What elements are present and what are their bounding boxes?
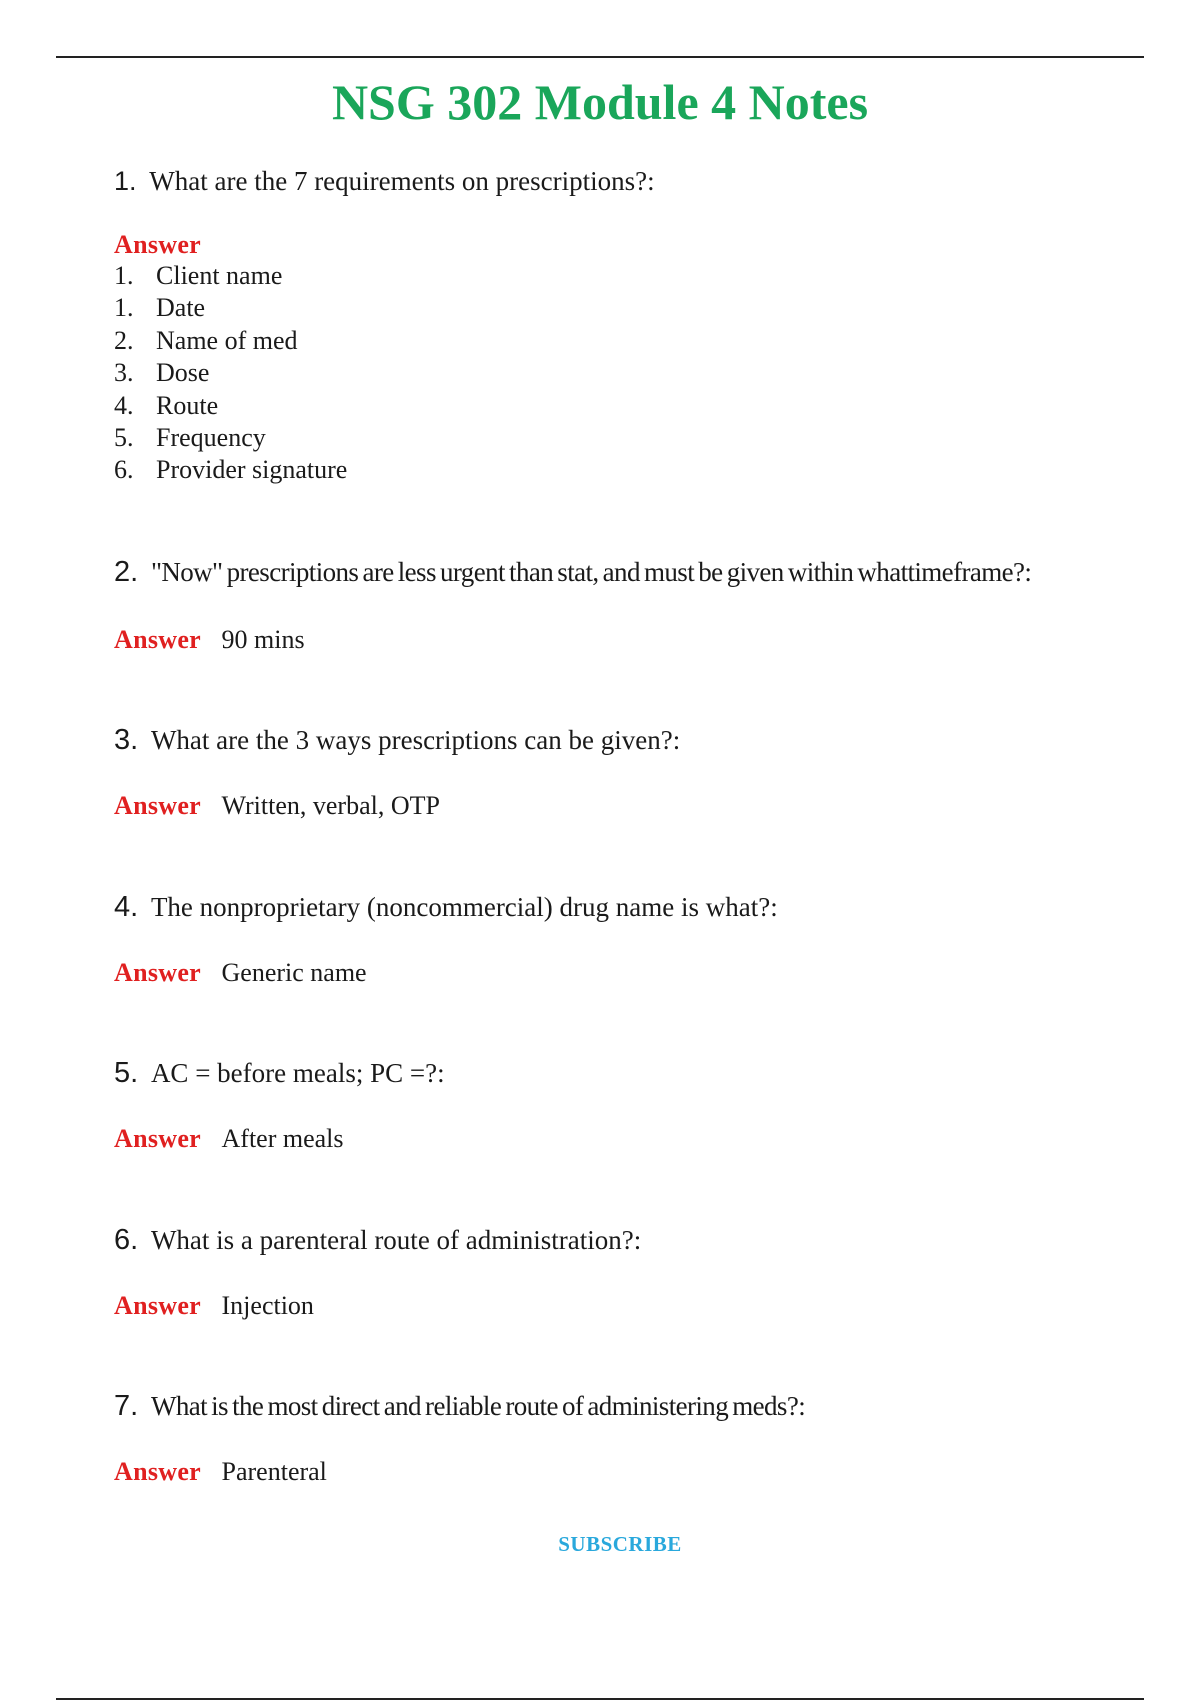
list-item: 6. Provider signature [114, 455, 348, 485]
answer-label: Answer [114, 958, 202, 987]
answer-label: Answer [114, 625, 202, 654]
answer-7 [114, 1456, 327, 1488]
question-7 [114, 1389, 805, 1423]
question-text: "Now" prescriptions are less urgent than stat, and must be given within whattimeframe?: [150, 557, 1032, 587]
answer-value: 90 mins [221, 625, 305, 654]
question-number: 5. [114, 1057, 139, 1089]
list-item: 1. Date [114, 293, 206, 323]
question-text: What is the most direct and reliable route of administering meds?: [150, 1391, 806, 1421]
answer-value: Parenteral [221, 1457, 327, 1486]
answer-2 [114, 624, 305, 656]
question-text: AC = before meals; PC =?: [150, 1058, 445, 1088]
list-item: 2. Name of med [114, 325, 298, 355]
answer-value: After meals [221, 1124, 344, 1153]
answer-value: Generic name [221, 958, 367, 987]
question-2 [114, 555, 1031, 589]
question-number: 7. [114, 1390, 139, 1422]
question-text: What are the 7 requirements on prescriptions?: [149, 166, 655, 196]
question-number: 3. [114, 724, 139, 756]
list-item: 1. Client name [114, 261, 283, 290]
answer-label: Answer [114, 1124, 202, 1153]
answer-3 [114, 790, 440, 822]
answer-value: Injection [221, 1291, 314, 1320]
question-1 [114, 164, 655, 198]
top-rule [56, 56, 1144, 58]
question-number: 4. [114, 891, 139, 923]
document-title: NSG 302 Module 4 Notes [331, 74, 869, 130]
question-5 [114, 1056, 445, 1090]
question-3 [114, 723, 680, 757]
list-item: 4. Route [114, 390, 219, 420]
answer-1-label-row [114, 229, 201, 261]
answer-label: Answer [114, 1457, 202, 1486]
question-text: The nonproprietary (noncommercial) drug name is what?: [150, 892, 778, 922]
question-text: What are the 3 ways prescriptions can be given?: [150, 725, 681, 755]
question-number: 2. [114, 556, 139, 588]
answer-5 [114, 1123, 344, 1155]
answer-label: Answer [114, 791, 202, 820]
question-4 [114, 890, 778, 924]
question-number: 1. [114, 166, 137, 196]
question-text: What is a parenteral route of administration?: [150, 1225, 642, 1255]
answer-6 [114, 1290, 314, 1322]
list-item: 5. Frequency [114, 422, 266, 452]
question-number: 6. [114, 1224, 139, 1256]
answer-value: Written, verbal, OTP [221, 791, 440, 820]
answer-1-list [114, 260, 347, 487]
subscribe-link[interactable]: SUBSCRIBE [558, 1532, 682, 1556]
list-item: 3. Dose [114, 358, 210, 388]
answer-label: Answer [114, 230, 202, 259]
answer-label: Answer [114, 1291, 202, 1320]
answer-4 [114, 957, 367, 989]
question-6 [114, 1223, 641, 1257]
